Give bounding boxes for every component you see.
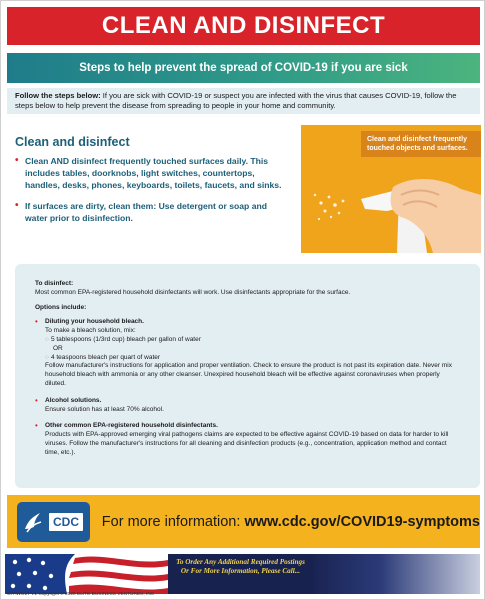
list-item xyxy=(35,422,460,457)
more-info-text xyxy=(102,514,480,530)
options-label: Options include: xyxy=(35,303,87,311)
clean-section xyxy=(15,135,285,233)
bullet-icon: • xyxy=(15,155,19,166)
american-flag-icon xyxy=(5,554,168,594)
alcohol-title: Alcohol solutions. xyxy=(45,396,102,404)
bullet-text: Clean AND disinfect frequently touched surfaces daily. This includes tables, doorknobs, light switches, countertops, handles, desks, phones, keyboards, toilets, faucets, and sinks. xyxy=(25,156,282,190)
disinfect-panel xyxy=(15,264,480,488)
bullet-text: If surfaces are dirty, clean them: Use detergent or soap and water prior to disinfection. xyxy=(25,201,267,223)
circle-bullet-icon: ○ xyxy=(45,335,49,343)
illustration xyxy=(301,125,481,253)
bullet-icon: • xyxy=(35,317,38,327)
list-item xyxy=(15,155,285,191)
intro-body: If you are sick with COVID-19 or suspect you are infected with the virus that causes COVID-19, follow the steps below to help prevent the disease from spreading to people in your home and community. xyxy=(15,91,457,110)
clean-heading: Clean and disinfect xyxy=(15,135,130,149)
bullet-icon: • xyxy=(35,421,38,431)
other-body: Products with EPA-approved emerging viral pathogens claims are expected to be effective against COVID-19 based on data for harder to kill viruses. Follow the manufacturer's instructions for all cleaning and disinfection products (e.g., concentration, application method and contact time, etc.). xyxy=(45,431,449,456)
illustration-caption: Clean and disinfect frequently touched objects and surfaces. xyxy=(361,131,481,157)
cdc-logo-text: CDC xyxy=(49,513,83,531)
more-info-prefix: For more information: xyxy=(101,513,245,530)
disinfect-label: To disinfect: xyxy=(35,280,74,287)
list-item xyxy=(35,318,460,388)
list-item xyxy=(15,200,285,224)
bullet-icon: • xyxy=(15,200,19,211)
more-info-banner xyxy=(7,495,480,548)
order-info: To Order Any Additional Required Postings Or For More Information, Please Call... xyxy=(168,554,313,594)
copyright-text: CPAWOLT V1 Copyright © 2020 ELITE BUSINESS VENTURES, INC xyxy=(7,592,155,597)
intro-lead: Follow the steps below: xyxy=(15,91,101,100)
alcohol-body: Ensure solution has at least 70% alcohol. xyxy=(45,405,164,413)
cdc-logo xyxy=(17,502,90,542)
bleach-body: Follow manufacturer's instructions for application and proper ventilation. Check to ensure the product is not past its expiration date. Never mix household bleach with ammonia or any other cleanser. Unexpired household bleach will be effective against coronaviruses when properly diluted. xyxy=(45,362,452,387)
subtitle-banner: Steps to help prevent the spread of COVID-19 if you are sick xyxy=(7,53,480,83)
intro-text xyxy=(7,88,480,114)
disinfect-text: Most common EPA-registered household disinfectants will work. Use disinfectants appropriate for the surface. xyxy=(35,288,351,296)
more-info-url[interactable]: www.cdc.gov/COVID19-symptoms xyxy=(244,513,480,530)
bleach-title: Diluting your household bleach. xyxy=(45,318,144,326)
list-item xyxy=(35,397,460,415)
bleach-intro: To make a bleach solution, mix: xyxy=(45,327,136,335)
bullet-icon: • xyxy=(35,395,38,405)
bleach-or: OR xyxy=(53,344,63,352)
hhs-eagle-icon xyxy=(22,509,44,535)
circle-bullet-icon: ○ xyxy=(45,353,49,361)
page-title: CLEAN AND DISINFECT xyxy=(7,7,480,45)
flag-graphic xyxy=(5,554,168,594)
other-title: Other common EPA-registered household disinfectants. xyxy=(45,422,218,430)
footer-strip xyxy=(313,554,480,594)
bleach-option-1: 5 tablespoons (1/3rd cup) bleach per gallon of water xyxy=(50,335,201,343)
bleach-option-2: 4 teaspoons bleach per quart of water xyxy=(50,353,161,361)
